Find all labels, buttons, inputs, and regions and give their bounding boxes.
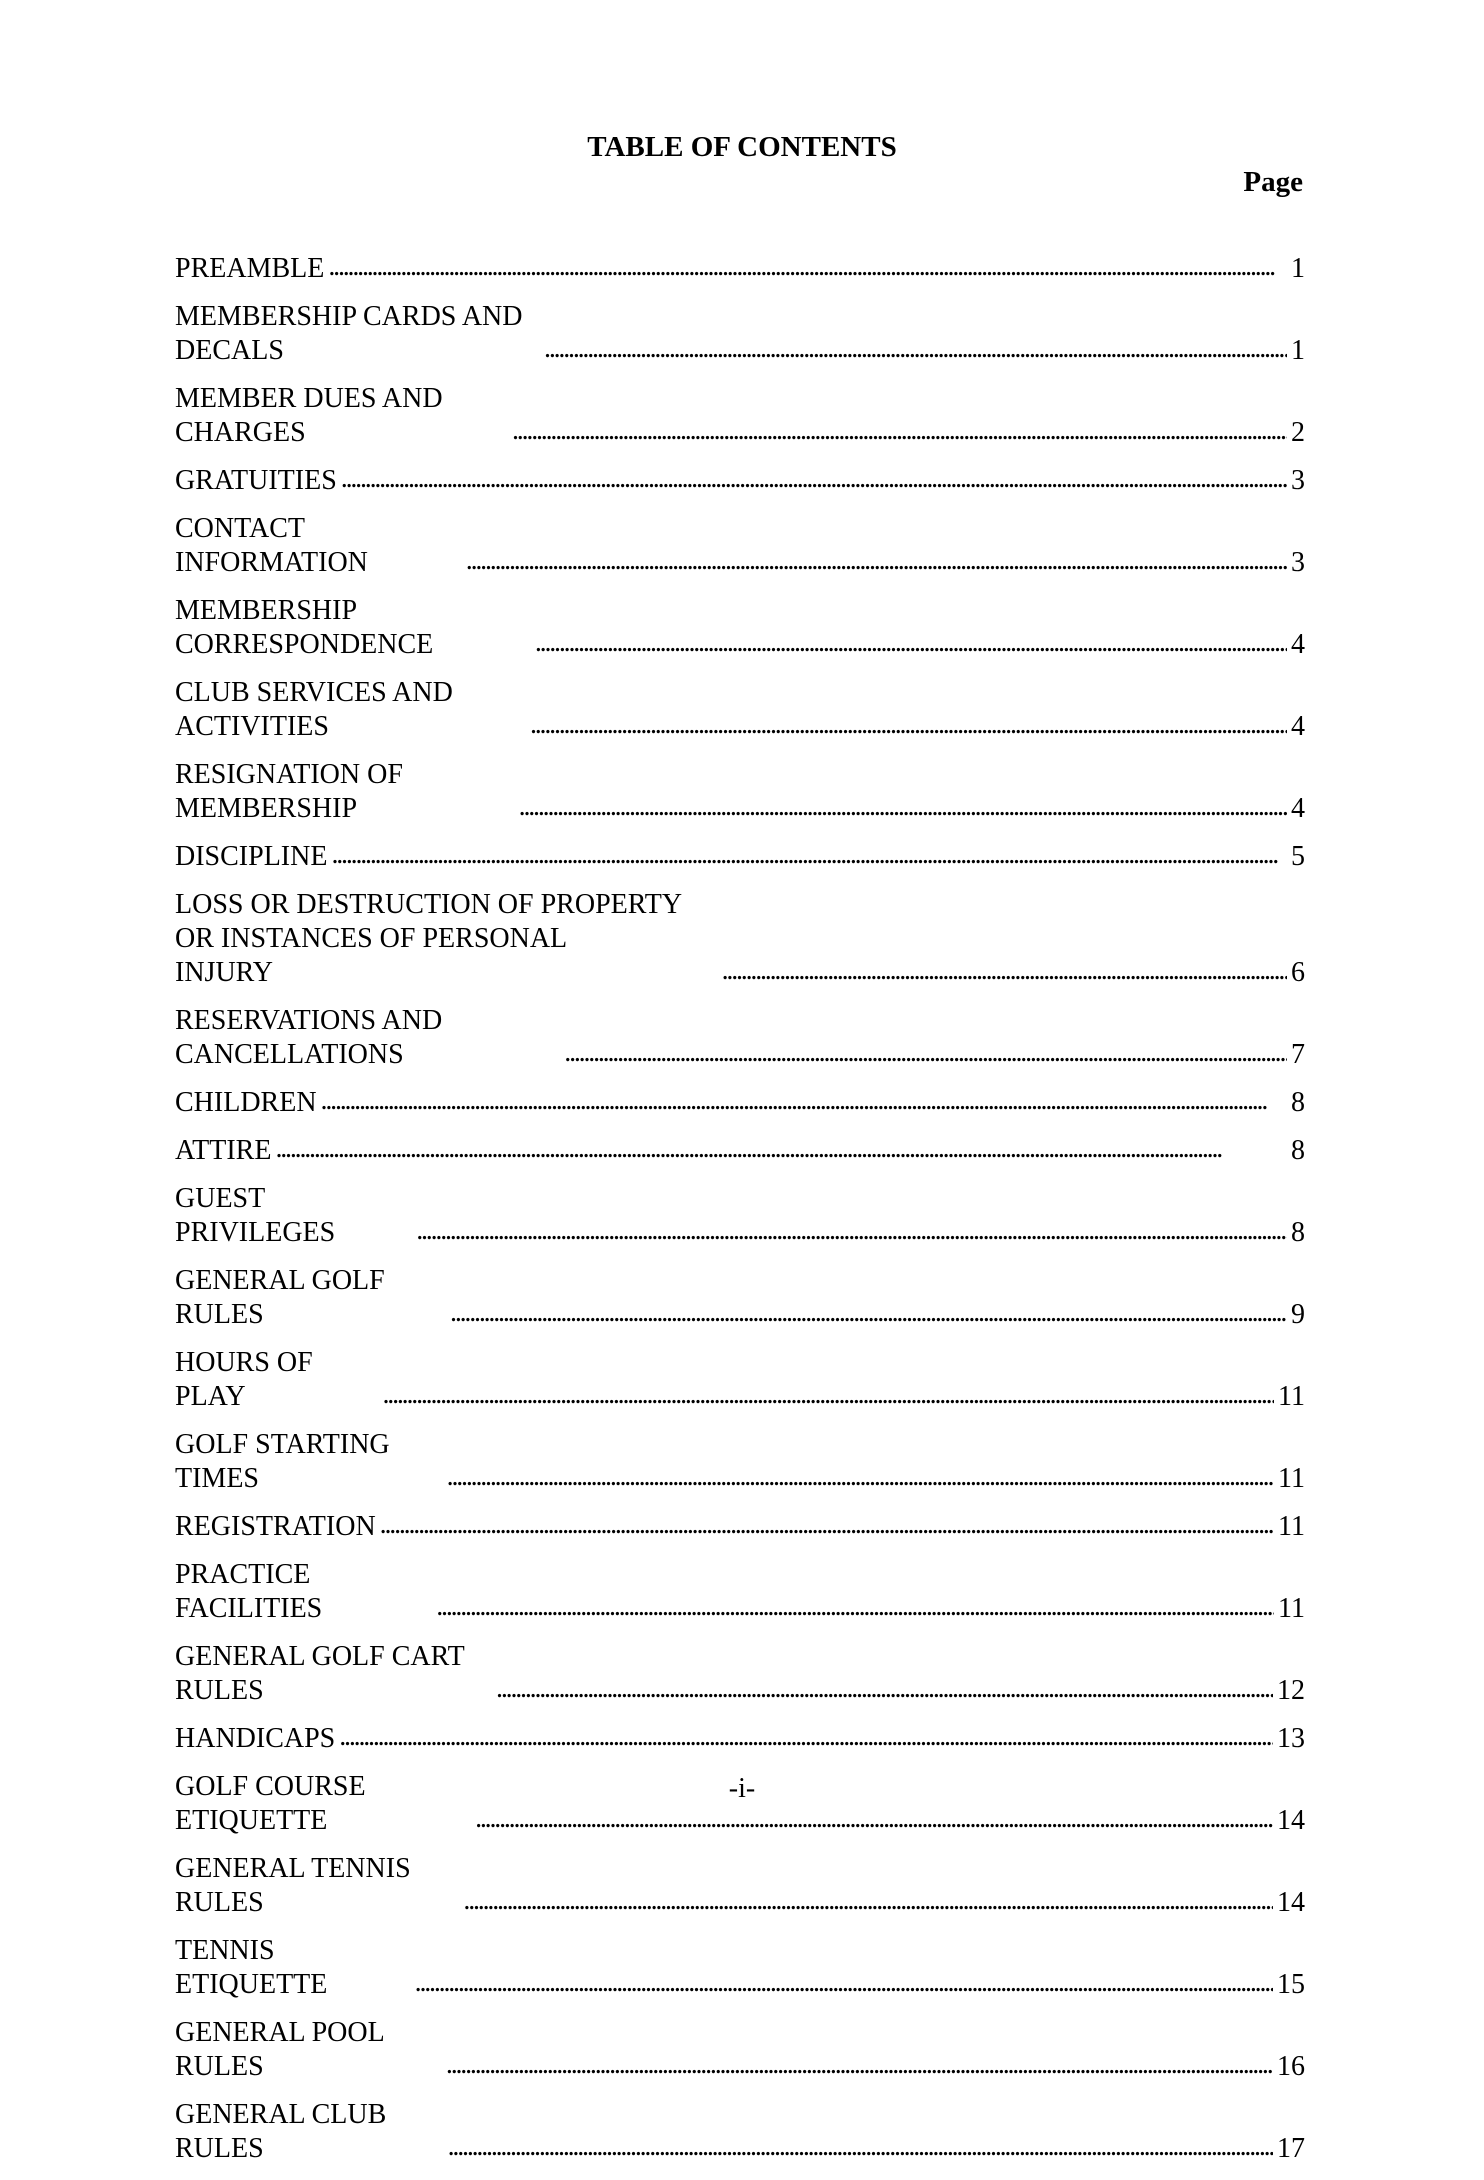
- toc-entry-label-line1: LOSS OR DESTRUCTION OF PROPERTY OR INSTANCES OF PERSONAL: [175, 889, 682, 954]
- toc-entry-label: GOLF STARTING TIMES: [175, 1429, 390, 1494]
- toc-entry-page: 1: [1291, 335, 1305, 366]
- dot-leader: [447, 1460, 1274, 1494]
- dot-leader: [496, 1672, 1273, 1706]
- toc-entry-page: 12: [1277, 1675, 1305, 1706]
- toc-entry[interactable]: [175, 676, 1305, 744]
- dot-leader: [275, 1132, 1287, 1166]
- dot-leader: [382, 1378, 1274, 1412]
- toc-entry-page: 5: [1291, 841, 1305, 872]
- toc-entry-label: TENNIS ETIQUETTE: [175, 1935, 328, 2000]
- toc-entry-label: GENERAL TENNIS RULES: [175, 1853, 411, 1918]
- toc-entry[interactable]: [175, 1346, 1305, 1414]
- dot-leader: [341, 462, 1287, 496]
- toc-entry-page: 8: [1291, 1135, 1305, 1166]
- toc-entry-page: 8: [1291, 1217, 1305, 1248]
- toc-entry[interactable]: [175, 1182, 1305, 1250]
- dot-leader: [436, 1590, 1274, 1624]
- toc-entry-label: MEMBER DUES AND CHARGES: [175, 383, 443, 448]
- toc-entry-label: CHILDREN: [175, 1087, 317, 1118]
- dot-leader: [466, 544, 1287, 578]
- dot-leader: [519, 790, 1287, 824]
- toc-entry[interactable]: [175, 1134, 1305, 1168]
- toc-entry[interactable]: [175, 758, 1305, 826]
- dot-leader: [339, 1720, 1273, 1754]
- toc-entry-label: MEMBERSHIP CORRESPONDENCE: [175, 595, 434, 660]
- toc-entry[interactable]: [175, 2098, 1305, 2166]
- toc-entry[interactable]: [175, 464, 1305, 498]
- toc-entry-label: GRATUITIES: [175, 465, 337, 496]
- toc-entry-label: GENERAL CLUB RULES: [175, 2099, 387, 2164]
- footer-page-number: -i-: [728, 1773, 756, 1804]
- toc-entry-label: PREAMBLE: [175, 253, 325, 284]
- toc-entry-page: 16: [1277, 2051, 1305, 2082]
- toc-entry-page: 4: [1291, 711, 1305, 742]
- toc-entry-label: GOLF COURSE ETIQUETTE: [175, 1771, 366, 1836]
- toc-entry-page: 8: [1291, 1087, 1305, 1118]
- toc-entry[interactable]: [175, 594, 1305, 662]
- toc-entry-page: 11: [1278, 1593, 1305, 1624]
- toc-entry[interactable]: [175, 1640, 1305, 1708]
- toc-entry-page: 11: [1278, 1511, 1305, 1542]
- toc-entry-page: 14: [1277, 1887, 1305, 1918]
- toc-entry[interactable]: [175, 1852, 1305, 1920]
- dot-leader: [512, 414, 1287, 448]
- toc-entry-page: 14: [1277, 1805, 1305, 1836]
- toc-entry[interactable]: [175, 1934, 1305, 2002]
- toc-entry[interactable]: [175, 1510, 1305, 1544]
- dot-leader: [321, 1084, 1287, 1118]
- toc-entry[interactable]: [175, 1004, 1305, 1072]
- toc-entry[interactable]: [175, 382, 1305, 450]
- toc-entry-label: MEMBERSHIP CARDS AND DECALS: [175, 301, 523, 366]
- dot-leader: [446, 2048, 1273, 2082]
- toc-entry-label-line2: INJURY: [175, 957, 274, 988]
- toc-entry-page: 3: [1291, 465, 1305, 496]
- toc-entry-page: 13: [1277, 1723, 1305, 1754]
- dot-leader: [416, 1214, 1287, 1248]
- toc-entry-label: PRACTICE FACILITIES: [175, 1559, 323, 1624]
- toc-entry[interactable]: [175, 512, 1305, 580]
- toc-entry-page: 9: [1291, 1299, 1305, 1330]
- page-title: TABLE OF CONTENTS: [587, 131, 897, 163]
- toc-entry-label: GUEST PRIVILEGES: [175, 1183, 336, 1248]
- dot-leader: [331, 838, 1287, 872]
- dot-leader: [544, 332, 1287, 366]
- toc-entry-page: 1: [1291, 253, 1305, 284]
- toc-entry[interactable]: [175, 300, 1305, 368]
- dot-leader: [564, 1036, 1287, 1070]
- toc-entry-page: 11: [1278, 1381, 1305, 1412]
- page-column-heading: Page: [1243, 166, 1303, 198]
- dot-leader: [328, 250, 1287, 284]
- toc-entry-page: 3: [1291, 547, 1305, 578]
- dot-leader: [475, 1802, 1273, 1836]
- toc-entry-page: 11: [1278, 1463, 1305, 1494]
- toc-entry-label: CONTACT INFORMATION: [175, 513, 368, 578]
- toc-entry[interactable]: [175, 840, 1305, 874]
- toc-entry-label: DISCIPLINE: [175, 841, 328, 872]
- toc-entry-label: ATTIRE: [175, 1135, 272, 1166]
- dot-leader: [415, 1966, 1273, 2000]
- toc-entry-page: 17: [1277, 2133, 1305, 2164]
- toc-entry-label: HOURS OF PLAY: [175, 1347, 313, 1412]
- toc-entry[interactable]: [175, 1428, 1305, 1496]
- toc-entry-label: GENERAL GOLF CART RULES: [175, 1641, 465, 1706]
- toc-entry-label: RESIGNATION OF MEMBERSHIP: [175, 759, 403, 824]
- toc-entry[interactable]: [175, 1722, 1305, 1756]
- toc-entry[interactable]: [175, 1086, 1305, 1120]
- toc-entry[interactable]: [175, 1264, 1305, 1332]
- toc-entry[interactable]: [175, 1558, 1305, 1626]
- toc-entry-page: 4: [1291, 793, 1305, 824]
- toc-entry[interactable]: [175, 252, 1305, 286]
- toc-entry-label: [175, 888, 718, 990]
- toc-entry-label: REGISTRATION: [175, 1511, 376, 1542]
- toc-list: [175, 252, 1305, 2180]
- toc-entry-label: CLUB SERVICES AND ACTIVITIES: [175, 677, 453, 742]
- toc-entry-page: 15: [1277, 1969, 1305, 2000]
- dot-leader: [530, 708, 1287, 742]
- toc-entry[interactable]: [175, 2016, 1305, 2084]
- toc-entry-page: 4: [1291, 629, 1305, 660]
- toc-entry-label: RESERVATIONS AND CANCELLATIONS: [175, 1005, 443, 1070]
- dot-leader: [448, 2130, 1273, 2164]
- toc-entry-label: GENERAL POOL RULES: [175, 2017, 384, 2082]
- dot-leader: [535, 626, 1287, 660]
- dot-leader: [450, 1296, 1287, 1330]
- dot-leader: [463, 1884, 1273, 1918]
- toc-entry-label: HANDICAPS: [175, 1723, 336, 1754]
- toc-entry[interactable]: [175, 888, 1305, 990]
- toc-entry-page: 6: [1291, 957, 1305, 988]
- toc-entry-label: GENERAL GOLF RULES: [175, 1265, 385, 1330]
- toc-entry-page: 2: [1291, 417, 1305, 448]
- toc-entry-page: 7: [1291, 1039, 1305, 1070]
- dot-leader: [380, 1508, 1274, 1542]
- dot-leader: [722, 954, 1287, 988]
